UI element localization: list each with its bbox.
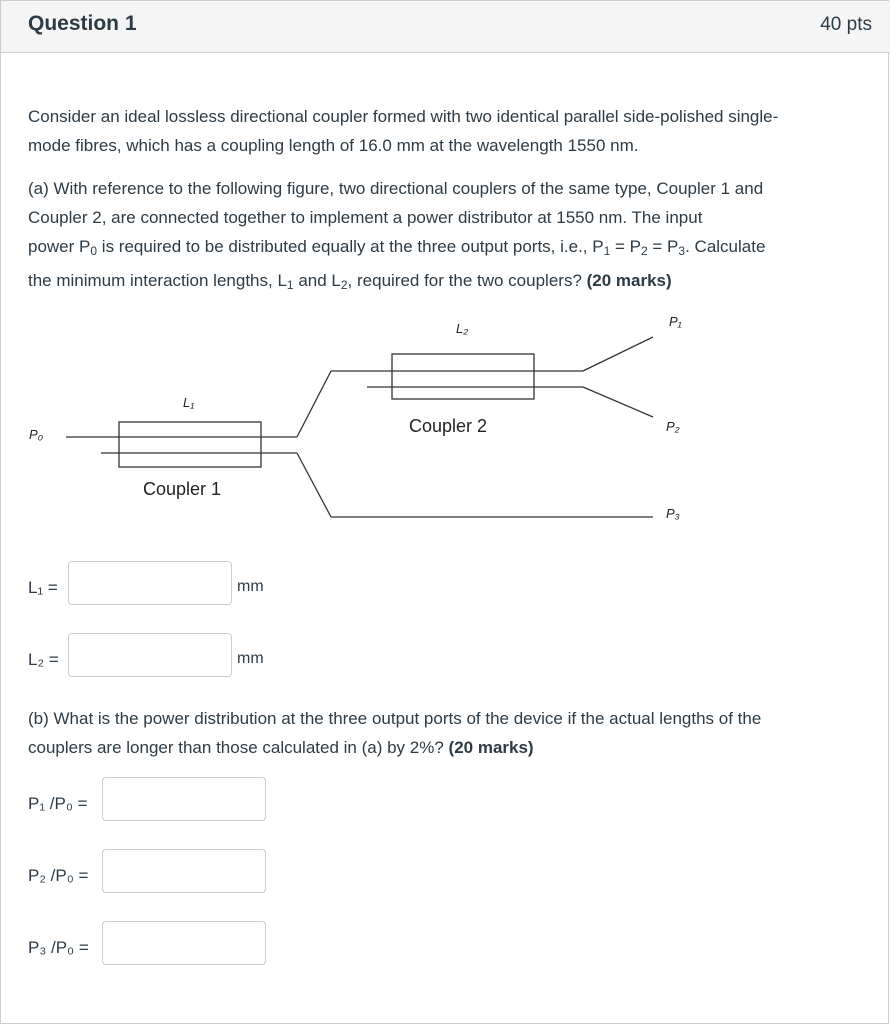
label-L2: L₂ [456,321,469,336]
answer-P2-label: P₂ /P₀ = [28,866,89,885]
answer-P3-input[interactable] [102,921,266,965]
part-a-line-1: (a) With reference to the following figure, two directional couplers of the same type, Coupler 1 and [28,179,764,198]
answer-P1-label: P₁ /P₀ = [28,794,88,813]
answer-L1-input[interactable] [68,561,232,605]
part-b-line-2: couplers are longer than those calculated in (a) by 2%? (20 marks) [28,738,534,757]
label-P3: P₃ [666,506,680,521]
coupler-2-box [392,354,534,399]
part-b-text [28,704,868,762]
part-a-line-3: power $P_0$ is required to be distributed equally at the three output ports, i.e., $P_1 = P_2 = P_3$. Calculate [28,237,766,258]
label-P0: P₀ [29,427,44,442]
answer-L1-label: L₁ = [28,578,58,597]
answer-L1-unit: mm [237,578,264,595]
question-points: 40 pts [820,14,872,35]
question-header [1,1,890,53]
coupler-figure [1,301,891,541]
answer-P1-input[interactable] [102,777,266,821]
answer-P3-label: P₃ /P₀ = [28,938,89,957]
part-a-line-2: Coupler 2, are connected together to implement a power distributor at 1550 nm. The input [28,208,703,227]
part-a-text [28,174,868,300]
part-a-line-4: the minimum interaction lengths, $L_1$ and $L_2$, required for the two couplers? (20 marks) [28,271,672,292]
part-b-marks: (20 marks) [448,738,534,757]
answer-L2-label: L₂ = [28,650,59,669]
part-a-marks: (20 marks) [586,271,672,290]
intro-line-2: mode fibres, which has a coupling length of 16.0 mm at the wavelength 1550 nm. [28,136,639,155]
answer-L2-input[interactable] [68,633,232,677]
label-P1: P₁ [669,314,682,329]
answer-P2-input[interactable] [102,849,266,893]
intro-text [28,102,868,160]
label-L1: L₁ [183,395,195,410]
label-coupler-2: Coupler 2 [409,416,488,436]
part-b-line-1: (b) What is the power distribution at the three output ports of the device if the actual lengths of the [28,709,762,728]
label-coupler-1: Coupler 1 [143,479,222,499]
coupler-1-box [119,422,261,467]
intro-line-1: Consider an ideal lossless directional coupler formed with two identical parallel side-polished single- [28,107,779,126]
question-title: Question 1 [28,12,137,35]
answer-L2-unit: mm [237,650,264,667]
label-P2: P₂ [666,419,680,434]
